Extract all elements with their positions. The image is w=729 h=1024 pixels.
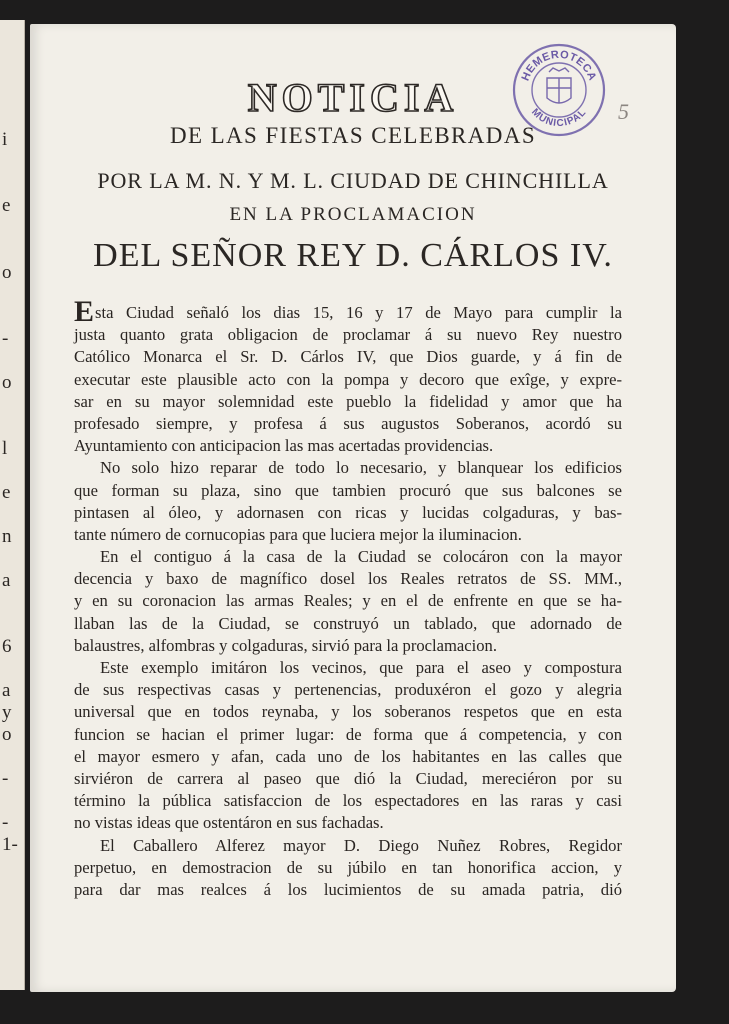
margin-char: 1-: [2, 834, 18, 855]
subtitle-line-1: DE LAS FIESTAS CELEBRADAS: [169, 123, 537, 148]
margin-char: -: [2, 328, 9, 349]
margin-char: o: [2, 372, 12, 393]
text-line: balaustres, alfombras y colgaduras, sirvió para la proclamacion.: [74, 635, 497, 655]
text-line: de sus respectivas casas y pertenencias, produxéron el gozo y alegria: [74, 680, 622, 700]
margin-char: i: [2, 129, 8, 150]
margin-char: -: [2, 768, 9, 789]
margin-char: a: [2, 680, 11, 701]
drop-cap: E: [74, 295, 95, 328]
text-line: para dar mas realces á los lucimientos de su amada patria, dió: [74, 879, 622, 899]
text-line: pintasen al óleo, y adornasen con ricas y lucidas colgaduras, y bas-: [74, 502, 622, 522]
text-line: No solo hizo reparar de todo lo necesario, y blanquear los edificios: [100, 458, 622, 478]
text-line: perpetuo, en demostracion de su júbilo en tan honorifica accion, y: [74, 857, 622, 877]
text-line: decencia y baxo de magnífico dosel los Reales retratos de SS. MM.,: [74, 569, 622, 589]
text-line: tante número de cornucopias para que luciera mejor la iluminacion.: [74, 524, 522, 544]
text-line: universal que en todos reynaba, y los soberanos respetos que en esta: [74, 702, 622, 722]
facing-page-edge: [0, 20, 25, 990]
text-line: El Caballero Alferez mayor D. Diego Nuñez Robres, Regidor: [100, 835, 622, 855]
margin-char: 6: [2, 636, 12, 657]
margin-char: e: [2, 482, 11, 503]
stamp-bottom-text: MUNICIPAL: [529, 106, 589, 130]
text-line: Católico Monarca el Sr. D. Cárlos IV, que Dios guarde, y á fin de: [74, 347, 622, 367]
margin-char: n: [2, 526, 12, 547]
text-line: llaban las de la Ciudad, se construyó un tablado, que adornado de: [74, 613, 622, 633]
text-line: Esta Ciudad señaló los dias 15, 16 y 17 de Mayo para cumplir la: [74, 295, 622, 328]
text-line: Ayuntamiento con anticipacion las mas acertadas providencias.: [74, 436, 494, 456]
body-text: [74, 295, 622, 901]
margin-char: o: [2, 724, 12, 745]
document-title: NOTICIA: [247, 75, 459, 120]
text-line: y en su coronacion las armas Reales; y en el de enfrente en que se ha-: [74, 591, 622, 611]
margin-char: -: [2, 812, 9, 833]
margin-char: y: [2, 702, 12, 723]
text-line: executar este plausible acto con la pompa y decoro que exîge, y expre-: [74, 369, 622, 389]
text-line: Este exemplo imitáron los vecinos, que para el aseo y compostura: [100, 658, 622, 677]
subtitle-line-2: POR LA M. N. Y M. L. CIUDAD DE CHINCHILLA: [97, 168, 609, 193]
text-line: justa quanto grata obligacion de proclamar á su nuevo Rey nuestro: [74, 325, 622, 345]
page-number: 5: [618, 99, 629, 124]
text-line: funcion se hacian el primer lugar: de forma que á competencia, y con: [74, 724, 622, 744]
document-page: [30, 24, 676, 992]
subtitle-line-4: DEL SEÑOR REY D. CÁRLOS IV.: [93, 237, 613, 274]
margin-char: l: [2, 438, 8, 459]
margin-char: a: [2, 570, 11, 591]
text-line: En el contiguo á la casa de la Ciudad se colocáron con la mayor: [100, 547, 622, 567]
text-line: sirviéron de carrera al paseo que dió la Ciudad, mereciéron por su: [74, 768, 622, 788]
text-line: no vistas ideas que ostentáron en sus fachadas.: [74, 813, 384, 833]
stamp-top-text: HEMEROTECA: [519, 48, 599, 83]
text-line: el mayor esmero y afan, cada uno de los habitantes en las calles que: [74, 746, 622, 766]
margin-char: e: [2, 195, 11, 216]
text-line: que forman su plaza, sino que tambien procuró que sus balcones se: [74, 480, 622, 500]
text-line: término la pública satisfaccion de los espectadores en las raras y casi: [74, 791, 622, 811]
margin-char: o: [2, 262, 12, 283]
text-line: profesado siempre, y profesa á sus augustos Soberanos, acordó su: [74, 413, 622, 433]
text-line: sar en su mayor solemnidad este pueblo la fidelidad y amor que ha: [74, 391, 622, 411]
subtitle-line-3: EN LA PROCLAMACION: [229, 204, 477, 225]
